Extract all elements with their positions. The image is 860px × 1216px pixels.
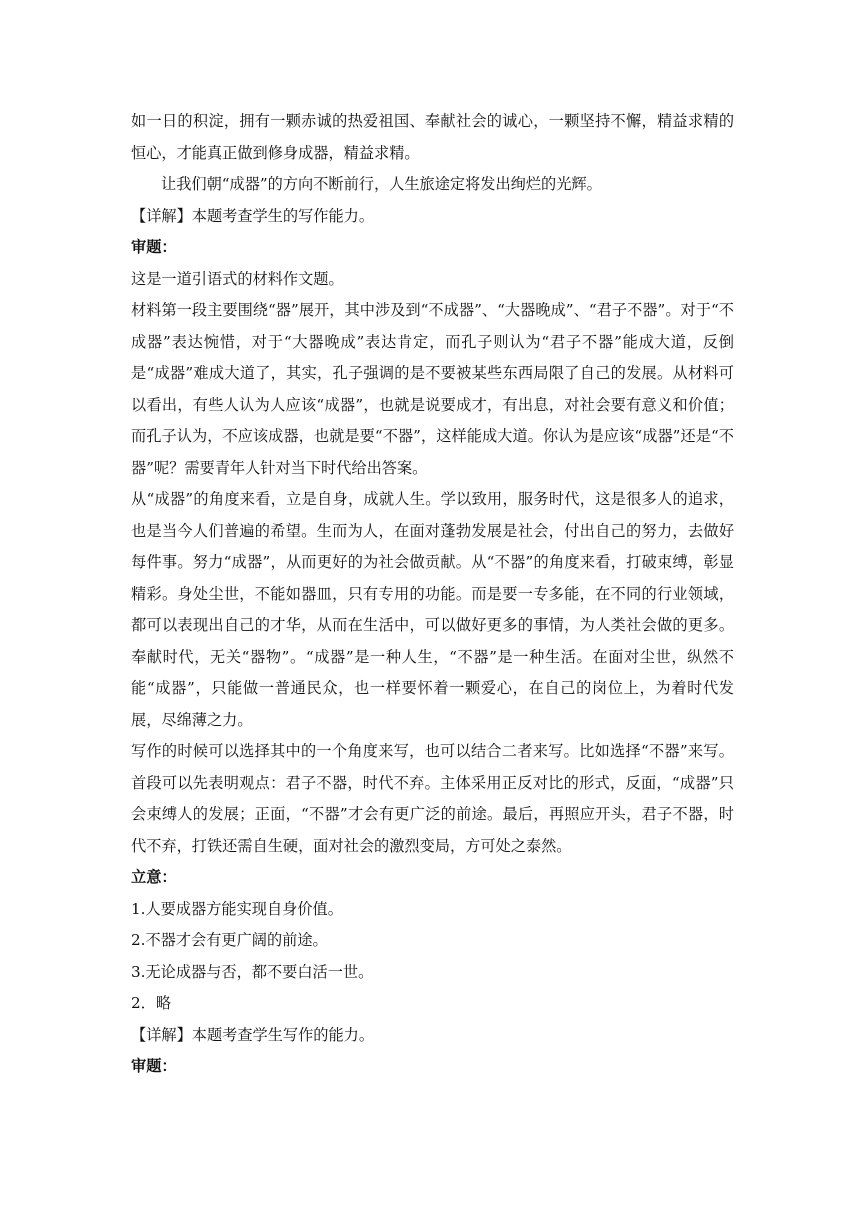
section-heading-review: 审题： bbox=[131, 238, 177, 256]
paragraph-writing-guide: 写作的时候可以选择其中的一个角度来写，也可以结合二者来写。比如选择“不器”来写。首段可以先表明观点：君子不器，时代不弃。主体采用正反对比的形式，反面，“成器”只会束缚人的发展；正面，“不器”才会有更广泛的前途。最后，再照应开头，君子不器，时代不弃，打铁还需自生硬，面对社会的激烈变局，方可处之泰然。 bbox=[131, 742, 734, 855]
paragraph-material-analysis: 材料第一段主要围绕“器”展开，其中涉及到“不成器”、“大器晚成”、“君子不器”。对于“不成器”表达惋惜，对于“大器晚成”表达肯定，而孔子则认为“君子不器”能成大道，反倒是“成器”难成大道了，其实，孔子强调的是不要被某些东西局限了自己的发展。从材料可以看出，有些人认为人应该“成器”，也就是说要成才，有出息，对社会要有意义和价值；而孔子认为，不应该成器，也就是要“不器”，这样能成大道。你认为是应该“成器”还是“不器”呢？需要青年人针对当下时代给出答案。 bbox=[131, 301, 734, 477]
paragraph-closing: 让我们朝“成器”的方向不断前行，人生旅途定将发出绚烂的光辉。 bbox=[161, 175, 602, 193]
list-item-thesis-2: 2.不器才会有更广阔的前途。 bbox=[131, 931, 328, 949]
paragraph-detail-heading-2: 【详解】本题考查学生写作的能力。 bbox=[131, 1025, 374, 1044]
paragraph-continuation: 如一日的积淀，拥有一颗赤诚的热爱祖国、奉献社会的诚心，一颗坚持不懈，精益求精的恒心，才能真正做到修身成器，精益求精。 bbox=[131, 112, 734, 162]
section-heading-review-2: 审题： bbox=[131, 1057, 177, 1075]
paragraph-type: 这是一道引语式的材料作文题。 bbox=[131, 269, 344, 288]
section-heading-thesis: 立意： bbox=[131, 868, 177, 886]
list-item-thesis-3: 3.无论成器与否，都不要白活一世。 bbox=[131, 962, 374, 981]
document-page bbox=[131, 106, 734, 1083]
paragraph-detail-heading: 【详解】本题考查学生的写作能力。 bbox=[131, 206, 374, 225]
paragraph-perspective: 从“成器”的角度来看，立是自身，成就人生。学以致用，服务时代，这是很多人的追求，也是当今人们普遍的希望。生而为人，在面对蓬勃发展是社会，付出自己的努力，去做好每件事。努力“成器”，从而更好的为社会做贡献。从“不器”的角度来看，打破束缚，彰显精彩。身处尘世，不能如器皿，只有专用的功能。而是要一专多能，在不同的行业领域，都可以表现出自己的才华，从而在生活中，可以做好更多的事情，为人类社会做的更多。奉献时代，无关“器物”。“成器”是一种人生，“不器”是一种生活。在面对尘世，纵然不能“成器”，只能做一普通民众，也一样要怀着一颗爱心，在自己的岗位上，为着时代发展，尽绵薄之力。 bbox=[131, 490, 734, 729]
list-item-thesis-1: 1.人要成器方能实现自身价值。 bbox=[131, 899, 343, 918]
question-number: 2．略 bbox=[131, 994, 172, 1012]
